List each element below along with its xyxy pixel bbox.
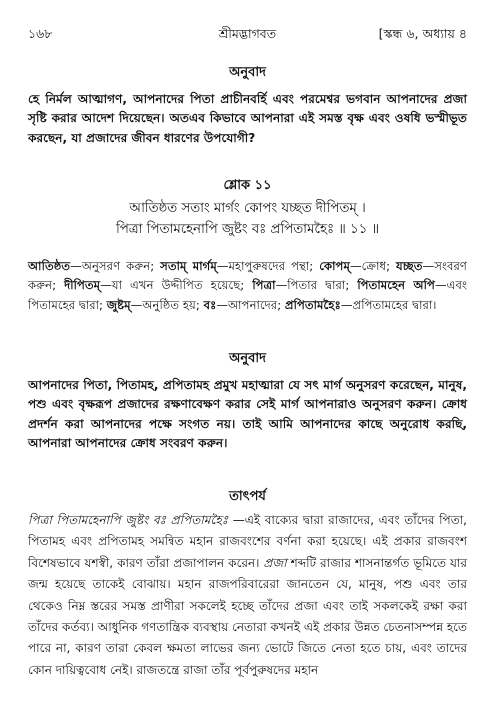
page-number: ১৬৮: [28, 26, 53, 41]
synonym-word: প্রপিতামহৈঃ: [284, 297, 341, 312]
chapter-reference: [স্কন্ধ ৬, অধ্যায় ৪: [378, 26, 467, 41]
purport-quote: পিত্রা পিতামহেনাপি জুষ্টং বঃ প্রপিতামহৈঃ: [28, 513, 229, 527]
translation-text: হে নির্মল আত্মাগণ, আপনাদের পিতা প্রাচীনবর্হি এবং পরমেশ্বর ভগবান আপনাদের প্রজা সৃষ্টি করার আদেশ দিয়েছেন। অতএব কিভাবে আপনারা এই সমস্ত বৃক্ষ এবং ওষধি ভস্মীভূত করছেন, যা প্রজাদের জীবন ধারণের উপযোগী?: [28, 92, 467, 145]
synonym-meaning: —এবং পিতামহের দ্বারা;: [28, 278, 467, 312]
translation-heading: অনুবাদ: [229, 351, 266, 366]
verse-section: [28, 177, 467, 240]
synonym-word: কোপম্: [319, 259, 350, 273]
translation-text: আপনাদের পিতা, পিতামহ, প্রপিতামহ প্রমুখ মহাত্মারা যে সৎ মার্গ অনুসরণ করেছেন, মানুষ, পশু এবং বৃক্ষরূপ প্রজাদের রক্ষণাবেক্ষণ করার সেই মার্গ আপনারাও অনুসরণ করুন। ক্রোধ প্রদর্শন করা আপনাদের পক্ষে সংগত নয়। তাই আমি আপনাদের কাছে অনুরোধ করছি, আপনারা আপনাদের ক্রোধ সংবরণ করুন।: [28, 378, 467, 450]
synonym-meaning: —যা এখন উদ্দীপিত হয়েছে;: [100, 278, 253, 293]
synonym-meaning: —মহাপুরুষদের পন্থা;: [216, 259, 320, 273]
synonym-meaning: —সংবরণ করুন;: [28, 259, 467, 293]
synonym-meaning: —প্রপিতামহের দ্বারা।: [340, 297, 437, 312]
purport-text-part: —এই বাক্যের দ্বারা রাজাদের, এবং তাঁদের পিতা, পিতামহ এবং প্রপিতামহ সমন্বিত মহান রাজবংশের বর্ণনা করা হয়েছে। এই প্রকার রাজবংশ বিশেষভাবে যশস্বী, কারণ তাঁরা প্রজাপালন করেন।: [28, 513, 467, 570]
purport-term: প্রজা: [263, 555, 287, 570]
synonym-meaning: —অনুসরণ করুন;: [70, 259, 161, 273]
purport-text: [28, 510, 467, 681]
synonym-word: পিতামহেন অপি: [357, 278, 435, 293]
translation-section-1: [28, 64, 467, 148]
purport-section: [28, 488, 467, 681]
translation-heading: অনুবাদ: [229, 65, 266, 80]
verse-title: শ্লোক ১১: [223, 178, 272, 193]
page-header: [28, 26, 467, 44]
verse-line-1: আতিষ্ঠত সতাং মার্গং কোপং যচ্ছত দীপিতম্ ।: [129, 201, 366, 216]
synonym-word: দীপিতম্: [64, 278, 101, 293]
book-title: শ্রীমদ্ভাগবত: [218, 26, 277, 41]
purport-text-part: শব্দটি রাজার শাসনান্তর্গত ভূমিতে যার জন্ম হয়েছে তাকেই বোঝায়। মহান রাজপরিবারেরা জানতেন যে, মানুষ, পশু এবং তার থেকেও নিম্ন স্তরের সমস্ত প্রাণীরা সকলেই হচ্ছে তাঁদের প্রজা এবং তাই সকলকেই রক্ষা করা তাঁদের কর্তব্য। আধুনিক গণতান্ত্রিক ব্যবস্থায় নেতারা কখনই এই প্রকার উন্নত চেতনাসম্পন্ন হতে পারে না, কারণ তারা কেবল ক্ষমতা লাভের জন্য ভোটে জিতে নেতা হতে চায়, এবং তাদের কোন দায়িত্ববোধ নেই। রাজতন্ত্রে রাজা তাঁর পূর্বপুরুষদের মহান: [28, 555, 467, 677]
synonym-word: আতিষ্ঠত: [28, 259, 71, 273]
verse-line-2: পিত্রা পিতামহেনাপি জুষ্টং বঃ প্রপিতামহৈঃ ॥ ১১ ॥: [115, 222, 380, 237]
synonym-word: সতাম্ মার্গম্: [160, 259, 217, 273]
synonym-word: যচ্ছত: [395, 259, 423, 273]
synonym-meaning: —ক্রোধ;: [349, 259, 396, 273]
translation-section-2: [28, 350, 467, 453]
synonym-meaning: —আপনাদের;: [216, 297, 285, 312]
synonym-word: পিত্রা: [252, 278, 276, 293]
synonym-word: জুষ্টম্: [106, 297, 131, 312]
purport-heading: তাৎপর্য: [229, 489, 266, 504]
synonym-meaning: —পিতার দ্বারা;: [275, 278, 358, 293]
synonym-word: বঃ: [203, 297, 217, 312]
synonym-meaning: —অনুষ্ঠিত হয়;: [130, 297, 204, 312]
synonyms: [28, 257, 467, 315]
